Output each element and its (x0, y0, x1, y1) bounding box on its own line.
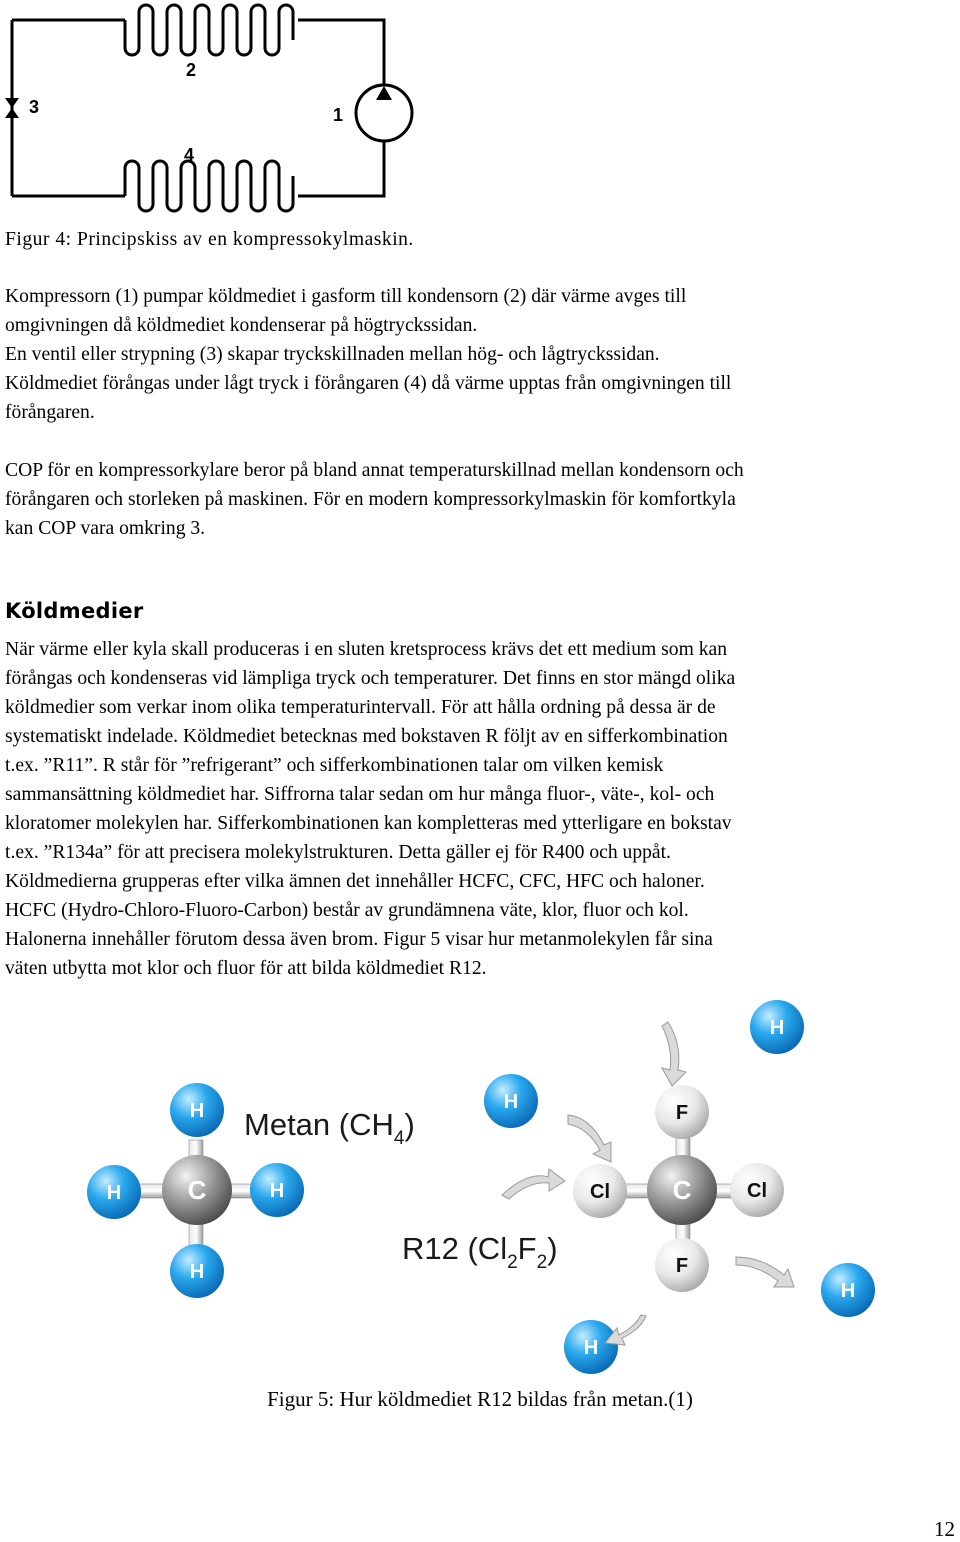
refrigeration-circuit-diagram (0, 0, 460, 222)
section-line: HCFC (Hydro-Chloro-Fluoro-Carbon) består av grundämnena väte, klor, fluor och kol. (5, 900, 689, 921)
label-valve: 3 (29, 97, 40, 117)
figure4-caption: Figur 4: Principskiss av en kompressokylmaskin. (5, 229, 414, 250)
atom-label: F (675, 1255, 689, 1277)
paragraph1-line: Kompressorn (1) pumpar köldmediet i gasform till kondensorn (2) där värme avges till (5, 286, 687, 307)
paragraph2-line: COP för en kompressorkylare beror på bland annat temperaturskillnad mellan kondensorn och (5, 460, 744, 481)
label-evaporator: 4 (184, 145, 195, 165)
evaporator-coil (125, 161, 293, 211)
label-condenser: 2 (186, 60, 197, 80)
atom-label: H (269, 1180, 285, 1202)
section-line: t.ex. ”R11”. R står för ”refrigerant” och sifferkombinationen talar om vilken kemisk (5, 755, 664, 776)
atom-label: H (503, 1091, 519, 1113)
atom-label: H (106, 1182, 122, 1204)
methane-r12-molecule-figure (0, 995, 960, 1385)
paragraph2-line: förångaren och storleken på maskinen. För en modern kompressorkylmaskin för komfortkyla (5, 489, 736, 510)
methane-title: Metan $(CH_4)$ (244, 1107, 415, 1149)
paragraph1-line: En ventil eller strypning (3) skapar tryckskillnaden mellan hög- och lågtryckssidan. (5, 344, 660, 365)
curved-arrow-icon (568, 1115, 611, 1162)
atom-label: Cl (590, 1181, 610, 1203)
section-line: Halonerna innehåller förutom dessa även brom. Figur 5 visar hur metanmolekylen får sina (5, 929, 713, 950)
atom-label: C (672, 1175, 692, 1205)
paragraph1-line: förångaren. (5, 402, 95, 423)
section-line: förångas och kondenseras vid lämpliga tryck och temperaturer. Det finns en stor mängd olika (5, 668, 736, 689)
section-line: Köldmedierna grupperas efter vilka ämnen det innehåller HCFC, CFC, HFC och haloner. (5, 871, 705, 892)
paragraph2-line: kan COP vara omkring 3. (5, 518, 206, 539)
section-line: systematiskt indelade. Köldmediet betecknas med bokstaven R följt av en sifferkombination (5, 726, 728, 747)
section-line: väten utbytta mot klor och fluor för att bilda köldmediet R12. (5, 958, 487, 979)
atom-label: H (769, 1017, 785, 1039)
atom-label: H (583, 1337, 599, 1359)
section-line: kloratomer molekylen har. Sifferkombinationen kan kompletteras med ytterligare en bokstav (5, 813, 732, 834)
pipe-bottom-right (298, 141, 384, 196)
label-compressor: 1 (333, 105, 344, 125)
section-line: t.ex. ”R134a” för att precisera molekylstrukturen. Detta gäller ej för R400 och uppåt. (5, 842, 671, 863)
figure5-caption: Figur 5: Hur köldmediet R12 bildas från metan.(1) (267, 1387, 693, 1411)
section-line: När värme eller kyla skall produceras i en sluten kretsprocess krävs det ett medium som kan (5, 639, 728, 660)
section-line: köldmedier som verkar inom olika temperaturintervall. För att hålla ordning på dessa är de (5, 697, 716, 718)
r12-title: R12 $(Cl_2F_2)$ (402, 1231, 558, 1273)
page-number: 12 (934, 1517, 955, 1541)
atom-label: F (675, 1102, 689, 1124)
section-line: sammansättning köldmediet har. Siffrorna talar sedan om hur många fluor-, väte-, kol- och (5, 784, 715, 805)
paragraph1-line: Köldmediet förångas under lågt tryck i förångaren (4) då värme upptas från omgivningen till (5, 373, 732, 394)
atom-label: H (189, 1100, 205, 1122)
compressor-arrow-icon (376, 86, 392, 100)
atom-label: H (189, 1261, 205, 1283)
atom-label: H (840, 1280, 856, 1302)
section-heading: Köldmedier (5, 599, 144, 623)
curved-arrow-icon (736, 1257, 794, 1287)
curved-arrow-icon (502, 1169, 565, 1199)
condenser-coil (125, 5, 293, 55)
atom-label: C (187, 1175, 207, 1205)
pipe-top-right (298, 20, 384, 85)
atom-label: Cl (747, 1180, 767, 1202)
paragraph1-line: omgivningen då köldmediet kondenserar på högtryckssidan. (5, 315, 478, 336)
expansion-valve-icon (5, 98, 19, 118)
curved-arrow-icon (662, 1022, 686, 1086)
